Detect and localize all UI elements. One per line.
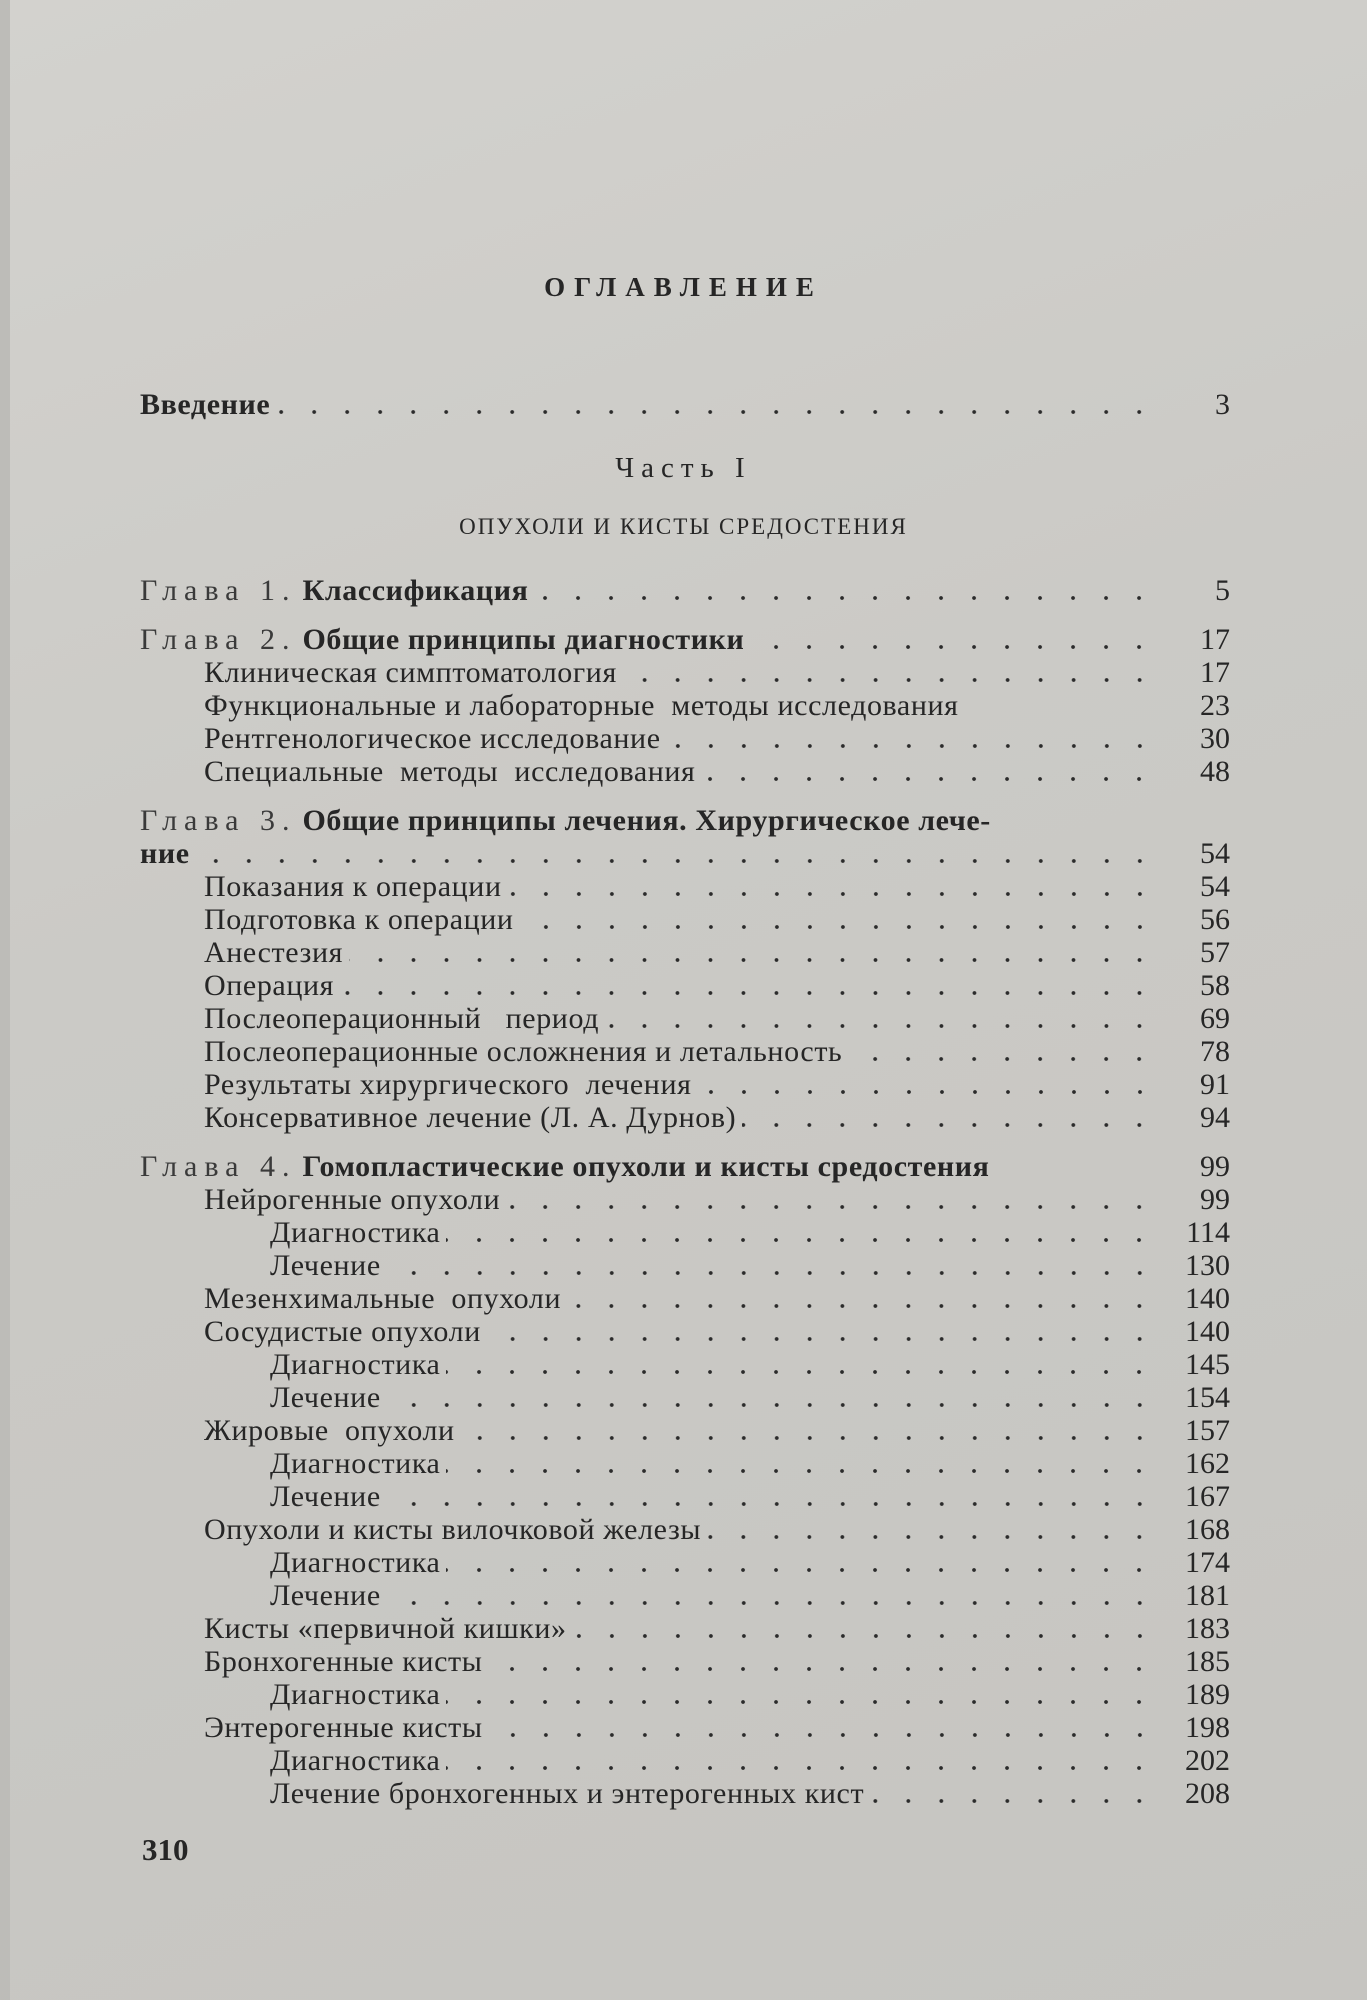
entry-page: 99 xyxy=(1200,1183,1230,1216)
entry-page: 99 xyxy=(1200,1150,1230,1183)
dot-leader xyxy=(567,1302,1156,1310)
entry-title: Диагностика xyxy=(270,1744,441,1777)
entry-title: Нейрогенные опухоли xyxy=(204,1183,501,1216)
entry-page: 140 xyxy=(1185,1315,1230,1348)
toc-entry xyxy=(140,903,1230,936)
dot-leader xyxy=(446,1764,1156,1772)
toc-entry xyxy=(140,1150,1230,1183)
entry-title: Кисты «первичной кишки» xyxy=(204,1612,567,1645)
toc-entry-introduction xyxy=(140,388,1230,421)
dot-leader xyxy=(196,857,1156,865)
part-label: Часть I xyxy=(615,452,752,484)
entry-page: 54 xyxy=(1200,837,1230,870)
entry-title: Диагностика xyxy=(270,1447,441,1480)
toc-entry xyxy=(140,837,1230,870)
dot-leader xyxy=(870,1797,1156,1805)
entry-title: Энтерогенные кисты xyxy=(204,1711,483,1744)
chapter-prefix: Глава 4. xyxy=(140,1150,297,1183)
entry-page: 23 xyxy=(1200,689,1230,722)
toc-entry xyxy=(140,1002,1230,1035)
entry-title: Опухоли и кисты вилочковой железы xyxy=(204,1513,702,1546)
toc-entry xyxy=(140,722,1230,755)
dot-leader xyxy=(698,1088,1156,1096)
entry-page: 69 xyxy=(1200,1002,1230,1035)
entry-title: Диагностика xyxy=(270,1348,441,1381)
entry-page: 167 xyxy=(1185,1480,1230,1513)
entry-title: Подготовка к операции xyxy=(204,903,514,936)
toc-entry xyxy=(140,623,1230,656)
toc-entry xyxy=(140,1348,1230,1381)
entry-page: 58 xyxy=(1200,969,1230,1002)
entry-page: 54 xyxy=(1200,870,1230,903)
entry-page: 17 xyxy=(1200,623,1230,656)
entry-title: Диагностика xyxy=(270,1546,441,1579)
entry-title: Бронхогенные кисты xyxy=(204,1645,483,1678)
toc-list xyxy=(140,574,1230,1810)
entry-title: Введение xyxy=(140,388,271,421)
toc-entry xyxy=(140,1035,1230,1068)
dot-leader xyxy=(605,1022,1156,1030)
toc-entry xyxy=(140,1513,1230,1546)
entry-page: 162 xyxy=(1185,1447,1230,1480)
toc-entry xyxy=(140,1480,1230,1513)
dot-leader xyxy=(487,1335,1156,1343)
entry-page: 145 xyxy=(1185,1348,1230,1381)
dot-leader xyxy=(488,1665,1156,1673)
toc-entry xyxy=(140,1711,1230,1744)
toc-entry xyxy=(140,1315,1230,1348)
dot-leader xyxy=(446,1236,1156,1244)
dot-leader xyxy=(489,1731,1156,1739)
dot-leader xyxy=(387,1500,1156,1508)
entry-page: 78 xyxy=(1200,1035,1230,1068)
entry-page: 168 xyxy=(1185,1513,1230,1546)
entry-page: 140 xyxy=(1185,1282,1230,1315)
entry-title: Послеоперационные осложнения и летальность xyxy=(204,1035,843,1068)
entry-page: 183 xyxy=(1185,1612,1230,1645)
toc-heading: ОГЛАВЛЕНИЕ xyxy=(544,272,823,302)
toc-entry xyxy=(140,1068,1230,1101)
entry-title: Клиническая симптоматология xyxy=(204,656,617,689)
entry-page: 174 xyxy=(1185,1546,1230,1579)
toc-entry xyxy=(140,1249,1230,1282)
toc-entry xyxy=(140,936,1230,969)
dot-leader xyxy=(446,1566,1156,1574)
dot-leader xyxy=(667,742,1156,750)
chapter-prefix: Глава 2. xyxy=(140,623,297,656)
toc-entry xyxy=(140,1447,1230,1480)
entry-page: 57 xyxy=(1200,936,1230,969)
dot-leader xyxy=(506,1203,1156,1211)
toc-entry xyxy=(140,1101,1230,1134)
toc-entry xyxy=(140,1744,1230,1777)
toc-entry xyxy=(140,1381,1230,1414)
entry-title: Результаты хирургического лечения xyxy=(204,1068,692,1101)
entry-title: Послеоперационный период xyxy=(204,1002,600,1035)
toc-entry xyxy=(140,969,1230,1002)
toc-entry xyxy=(140,689,1230,722)
entry-title: Специальные методы исследования xyxy=(204,755,696,788)
toc-entry xyxy=(140,1579,1230,1612)
entry-title: Сосудистые опухоли xyxy=(204,1315,481,1348)
dot-leader xyxy=(508,890,1156,898)
toc-entry xyxy=(140,1282,1230,1315)
dot-leader xyxy=(340,989,1156,997)
entry-page: 208 xyxy=(1185,1777,1230,1810)
dot-leader xyxy=(387,1599,1156,1607)
entry-title: Лечение xyxy=(270,1579,381,1612)
entry-title: Анестезия xyxy=(204,936,343,969)
entry-title: ние xyxy=(140,837,190,870)
entry-title: Диагностика xyxy=(270,1678,441,1711)
entry-page: 189 xyxy=(1185,1678,1230,1711)
entry-page: 154 xyxy=(1185,1381,1230,1414)
chapter-prefix: Глава 3. xyxy=(140,804,297,837)
dot-leader xyxy=(387,1401,1156,1409)
entry-page: 91 xyxy=(1200,1068,1230,1101)
toc-entry xyxy=(140,1645,1230,1678)
entry-title: Операция xyxy=(204,969,335,1002)
toc-entry xyxy=(140,656,1230,689)
dot-leader xyxy=(446,1368,1156,1376)
dot-leader xyxy=(742,1121,1156,1129)
entry-title: Общие принципы лечения. Хирургическое лече- xyxy=(302,804,991,837)
toc-entry xyxy=(140,1216,1230,1249)
entry-title: Жировые опухоли xyxy=(204,1414,455,1447)
entry-page: 17 xyxy=(1200,656,1230,689)
entry-page: 48 xyxy=(1200,755,1230,788)
entry-page: 3 xyxy=(1215,388,1230,421)
dot-leader xyxy=(446,1467,1156,1475)
entry-title: Мезенхимальные опухоли xyxy=(204,1282,562,1315)
entry-title: Диагностика xyxy=(270,1216,441,1249)
entry-title: Лечение бронхогенных и энтерогенных кист xyxy=(270,1777,865,1810)
dot-leader xyxy=(520,923,1156,931)
dot-leader xyxy=(573,1632,1156,1640)
dot-leader xyxy=(461,1434,1156,1442)
entry-page: 94 xyxy=(1200,1101,1230,1134)
entry-title: Классификация xyxy=(302,574,529,607)
entry-page: 202 xyxy=(1185,1744,1230,1777)
entry-page: 181 xyxy=(1185,1579,1230,1612)
dot-leader xyxy=(750,643,1156,651)
toc-entry xyxy=(140,1678,1230,1711)
dot-leader xyxy=(701,775,1156,783)
entry-page: 5 xyxy=(1215,574,1230,607)
toc-entry xyxy=(140,755,1230,788)
dot-leader xyxy=(848,1055,1156,1063)
entry-page: 56 xyxy=(1200,903,1230,936)
toc-entry xyxy=(140,804,1230,837)
dot-leader xyxy=(276,408,1156,416)
dot-leader xyxy=(707,1533,1156,1541)
entry-page: 185 xyxy=(1185,1645,1230,1678)
entry-title: Лечение xyxy=(270,1249,381,1282)
entry-page: 114 xyxy=(1186,1216,1230,1249)
page-number: 310 xyxy=(142,1832,189,1867)
entry-title: Гомопластические опухоли и кисты средостения xyxy=(302,1150,990,1183)
entry-title: Рентгенологическое исследование xyxy=(204,722,661,755)
dot-leader xyxy=(534,594,1156,602)
entry-title: Общие принципы диагностики xyxy=(302,623,745,656)
entry-title: Лечение xyxy=(270,1381,381,1414)
chapter-prefix: Глава 1. xyxy=(140,574,297,607)
toc-entry xyxy=(140,1546,1230,1579)
dot-leader xyxy=(387,1269,1156,1277)
entry-title: Консервативное лечение (Л. А. Дурнов) xyxy=(204,1101,737,1134)
entry-page: 130 xyxy=(1185,1249,1230,1282)
entry-title: Показания к операции xyxy=(204,870,502,903)
entry-page: 198 xyxy=(1185,1711,1230,1744)
dot-leader xyxy=(623,676,1156,684)
entry-page: 157 xyxy=(1185,1414,1230,1447)
entry-title: Лечение xyxy=(270,1480,381,1513)
dot-leader xyxy=(349,956,1156,964)
entry-title: Функциональные и лабораторные методы исследования xyxy=(204,689,959,722)
dot-leader xyxy=(446,1698,1156,1706)
entry-page: 30 xyxy=(1200,722,1230,755)
toc-entry xyxy=(140,1612,1230,1645)
toc-entry xyxy=(140,1777,1230,1810)
toc-entry xyxy=(140,870,1230,903)
toc-entry xyxy=(140,1414,1230,1447)
toc-entry xyxy=(140,574,1230,607)
toc-entry xyxy=(140,1183,1230,1216)
part-subtitle: ОПУХОЛИ И КИСТЫ СРЕДОСТЕНИЯ xyxy=(459,514,908,539)
